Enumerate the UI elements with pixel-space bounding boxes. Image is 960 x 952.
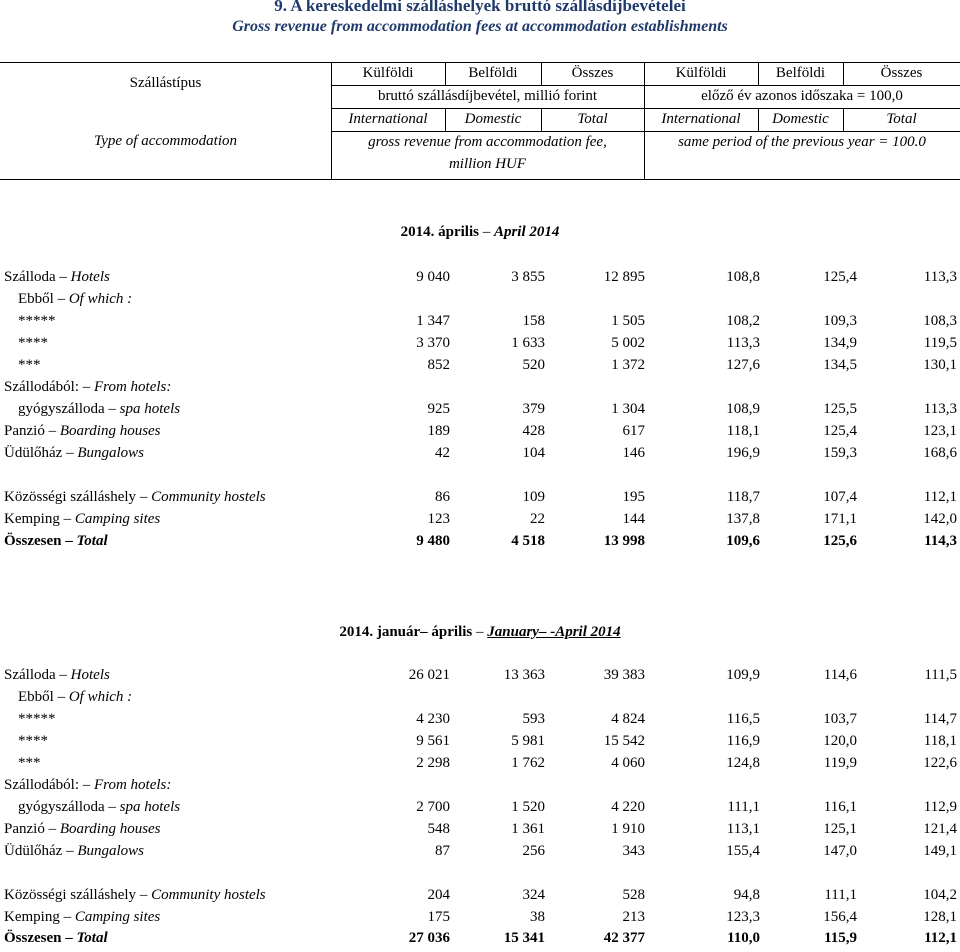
table-cell: 9 480 bbox=[416, 533, 450, 549]
table-cell: 87 bbox=[435, 843, 450, 859]
table-cell: 119,5 bbox=[923, 335, 957, 351]
table-cell: 146 bbox=[622, 445, 645, 461]
table-cell: 103,7 bbox=[823, 711, 857, 727]
label-separator: – bbox=[79, 379, 94, 395]
table-cell: 116,9 bbox=[726, 733, 760, 749]
table-cell: 149,1 bbox=[923, 843, 957, 859]
row-label bbox=[4, 511, 160, 528]
table-cell: 113,3 bbox=[726, 335, 760, 351]
header-line-1 bbox=[331, 85, 960, 86]
table-cell: 9 040 bbox=[416, 269, 450, 285]
table-cell: 123 bbox=[427, 511, 450, 527]
table-row bbox=[0, 291, 960, 313]
table-cell: 1 304 bbox=[611, 401, 645, 417]
table-cell: 111,5 bbox=[924, 667, 957, 683]
table-row bbox=[0, 930, 960, 952]
row-label-hu: *** bbox=[18, 357, 41, 373]
row-label-en: Boarding houses bbox=[59, 423, 161, 439]
row-label bbox=[4, 843, 144, 860]
row-label-hu: Üdülőház bbox=[4, 843, 63, 859]
table-cell: 26 021 bbox=[408, 667, 450, 683]
row-label-en: Bungalows bbox=[77, 843, 145, 859]
col-en-total: Total bbox=[577, 111, 608, 127]
table-cell: 147,0 bbox=[823, 843, 857, 859]
table-cell: 109 bbox=[522, 489, 545, 505]
row-label-en: Of which : bbox=[68, 291, 133, 307]
table-cell: 38 bbox=[530, 909, 545, 925]
table-cell: 12 895 bbox=[603, 269, 645, 285]
label-separator: – bbox=[59, 511, 75, 527]
unit-hu-left: bruttó szállásdíjbevétel, millió forint bbox=[377, 88, 598, 104]
table-cell: 134,9 bbox=[823, 335, 857, 351]
table-cell: 108,8 bbox=[726, 269, 760, 285]
row-label-hu: ***** bbox=[18, 711, 56, 727]
label-separator: – bbox=[55, 269, 71, 285]
row-label-en: Community hostels bbox=[151, 489, 266, 505]
label-separator: – bbox=[55, 667, 71, 683]
row-label bbox=[18, 291, 132, 308]
table-cell: 86 bbox=[435, 489, 450, 505]
table-cell: 2 700 bbox=[416, 799, 450, 815]
label-separator: – bbox=[44, 423, 60, 439]
col-en-domestic: Domestic bbox=[464, 111, 522, 127]
table-cell: 15 341 bbox=[503, 930, 545, 946]
row-label bbox=[4, 667, 110, 684]
table-cell: 130,1 bbox=[923, 357, 957, 373]
type-header-en: Type of accommodation bbox=[93, 133, 238, 149]
table-row bbox=[0, 357, 960, 379]
table-cell: 116,5 bbox=[726, 711, 760, 727]
table-cell: 4 518 bbox=[511, 533, 545, 549]
table-cell: 114,6 bbox=[823, 667, 857, 683]
row-label-en: Hotels bbox=[70, 269, 110, 285]
col-hu-total: Összes bbox=[571, 65, 614, 81]
table-cell: 125,6 bbox=[823, 533, 857, 549]
table-row bbox=[0, 667, 960, 689]
table-cell: 4 230 bbox=[416, 711, 450, 727]
table-cell: 520 bbox=[522, 357, 545, 373]
row-label-en: Total bbox=[76, 533, 108, 549]
table-cell: 123,1 bbox=[923, 423, 957, 439]
row-label-en: spa hotels bbox=[119, 401, 181, 417]
table-cell: 118,7 bbox=[726, 489, 760, 505]
table-cell: 1 762 bbox=[511, 755, 545, 771]
row-label-hu: Közösségi szálláshely bbox=[4, 489, 137, 505]
header-line-3 bbox=[331, 131, 960, 132]
table-cell: 109,3 bbox=[823, 313, 857, 329]
table-cell: 114,3 bbox=[924, 533, 957, 549]
col-hu-domestic: Belföldi bbox=[468, 65, 518, 81]
col-hu-international-index: Külföldi bbox=[675, 65, 727, 81]
table-cell: 125,1 bbox=[823, 821, 857, 837]
unit-en-left-line1: gross revenue from accommodation fee, bbox=[368, 134, 607, 150]
table-row bbox=[0, 887, 960, 909]
table-cell: 134,5 bbox=[823, 357, 857, 373]
header-line-2 bbox=[331, 108, 960, 109]
table-row bbox=[0, 799, 960, 821]
period-en: April 2014 bbox=[493, 224, 560, 240]
row-label bbox=[4, 887, 266, 904]
table-cell: 4 824 bbox=[611, 711, 645, 727]
table-cell: 204 bbox=[427, 887, 450, 903]
label-separator: – bbox=[53, 291, 69, 307]
row-label-en: Bungalows bbox=[77, 445, 145, 461]
table-cell: 13 998 bbox=[603, 533, 645, 549]
row-label-en: spa hotels bbox=[119, 799, 181, 815]
table-row bbox=[0, 401, 960, 423]
row-label bbox=[4, 930, 108, 947]
row-label bbox=[18, 799, 180, 816]
table-row bbox=[0, 755, 960, 777]
table-cell: 158 bbox=[522, 313, 545, 329]
table-cell: 2 298 bbox=[416, 755, 450, 771]
table-cell: 925 bbox=[427, 401, 450, 417]
label-separator: – bbox=[61, 533, 77, 549]
table-cell: 112,1 bbox=[924, 930, 957, 946]
label-separator: – bbox=[53, 689, 69, 705]
table-cell: 155,4 bbox=[726, 843, 760, 859]
table-row bbox=[0, 909, 960, 931]
row-label-hu: gyógyszálloda bbox=[18, 401, 105, 417]
table-row bbox=[0, 313, 960, 335]
table-cell: 42 377 bbox=[603, 930, 645, 946]
table-row bbox=[0, 843, 960, 865]
row-label-en: From hotels: bbox=[94, 379, 172, 395]
label-separator: – bbox=[136, 489, 152, 505]
row-label bbox=[18, 335, 48, 352]
row-label bbox=[18, 711, 56, 728]
row-label bbox=[18, 733, 48, 750]
table-cell: 1 372 bbox=[611, 357, 645, 373]
table-cell: 13 363 bbox=[503, 667, 545, 683]
table-row bbox=[0, 821, 960, 843]
table-cell: 168,6 bbox=[923, 445, 957, 461]
label-separator: – bbox=[44, 821, 60, 837]
table-cell: 107,4 bbox=[823, 489, 857, 505]
label-separator: – bbox=[79, 777, 94, 793]
row-label-en: Camping sites bbox=[74, 511, 161, 527]
table-cell: 118,1 bbox=[726, 423, 760, 439]
table-cell: 5 981 bbox=[511, 733, 545, 749]
table-cell: 1 361 bbox=[511, 821, 545, 837]
row-label-hu: ***** bbox=[18, 313, 56, 329]
table-cell: 125,4 bbox=[823, 269, 857, 285]
table-cell: 171,1 bbox=[823, 511, 857, 527]
row-label-hu: Szálloda bbox=[4, 269, 56, 285]
header-top-border bbox=[0, 62, 960, 63]
table-cell: 15 542 bbox=[603, 733, 645, 749]
row-label-hu: Panzió bbox=[4, 821, 45, 837]
row-label-hu: Kemping bbox=[4, 511, 60, 527]
label-separator: – bbox=[61, 930, 77, 946]
table-row bbox=[0, 445, 960, 467]
table-cell: 27 036 bbox=[408, 930, 450, 946]
col-hu-domestic-index: Belföldi bbox=[775, 65, 826, 81]
table-cell: 5 002 bbox=[611, 335, 645, 351]
table-cell: 1 633 bbox=[511, 335, 545, 351]
section-period-heading: 2014. április – April 2014 bbox=[400, 224, 560, 240]
table-cell: 593 bbox=[522, 711, 545, 727]
table-row bbox=[0, 733, 960, 755]
label-separator: – bbox=[62, 445, 78, 461]
table-cell: 120,0 bbox=[823, 733, 857, 749]
col-en-domestic-index: Domestic bbox=[772, 111, 829, 127]
table-cell: 617 bbox=[622, 423, 645, 439]
table-cell: 189 bbox=[427, 423, 450, 439]
table-cell: 548 bbox=[427, 821, 450, 837]
table-cell: 113,3 bbox=[923, 401, 957, 417]
table-cell: 3 370 bbox=[416, 335, 450, 351]
table-cell: 108,3 bbox=[923, 313, 957, 329]
type-header-hu: Szállástípus bbox=[129, 75, 202, 91]
table-cell: 144 bbox=[622, 511, 645, 527]
unit-en-left-line2: million HUF bbox=[448, 156, 527, 172]
row-label bbox=[4, 269, 110, 286]
row-label-en: From hotels: bbox=[94, 777, 172, 793]
table-row bbox=[0, 379, 960, 401]
table-cell: 118,1 bbox=[923, 733, 957, 749]
row-label-en: Hotels bbox=[70, 667, 110, 683]
table-cell: 175 bbox=[427, 909, 450, 925]
table-cell: 379 bbox=[522, 401, 545, 417]
row-label bbox=[4, 777, 171, 794]
label-separator: – bbox=[59, 909, 75, 925]
label-separator: – bbox=[104, 401, 120, 417]
row-label-en: Boarding houses bbox=[59, 821, 161, 837]
table-subtitle: Gross revenue from accommodation fees at accommodation establishments bbox=[232, 18, 728, 35]
row-label-en: Camping sites bbox=[74, 909, 161, 925]
table-cell: 123,3 bbox=[726, 909, 760, 925]
section-period-heading: 2014. január– április – January– -April 2014 bbox=[339, 624, 621, 640]
period-en: January– -April 2014 bbox=[487, 624, 621, 640]
table-cell: 4 060 bbox=[611, 755, 645, 771]
unit-hu-right: előző év azonos időszaka = 100,0 bbox=[701, 88, 903, 104]
label-separator: – bbox=[136, 887, 152, 903]
period-hu: 2014. április bbox=[400, 224, 479, 240]
table-cell: 39 383 bbox=[603, 667, 645, 683]
table-cell: 113,1 bbox=[726, 821, 760, 837]
row-label-hu: Üdülőház bbox=[4, 445, 63, 461]
table-cell: 852 bbox=[427, 357, 450, 373]
row-label bbox=[4, 379, 171, 396]
table-cell: 112,1 bbox=[923, 489, 957, 505]
table-row bbox=[0, 533, 960, 555]
row-label bbox=[4, 821, 161, 838]
row-label-hu: **** bbox=[18, 335, 48, 351]
table-cell: 1 347 bbox=[416, 313, 450, 329]
table-cell: 142,0 bbox=[923, 511, 957, 527]
table-cell: 104,2 bbox=[923, 887, 957, 903]
table-cell: 125,4 bbox=[823, 423, 857, 439]
table-row bbox=[0, 777, 960, 799]
table-cell: 124,8 bbox=[726, 755, 760, 771]
table-row bbox=[0, 711, 960, 733]
row-label-hu: **** bbox=[18, 733, 48, 749]
table-cell: 119,9 bbox=[823, 755, 857, 771]
table-cell: 22 bbox=[530, 511, 545, 527]
col-en-international-index: International bbox=[661, 111, 741, 127]
table-cell: 324 bbox=[522, 887, 545, 903]
row-label-hu: Kemping bbox=[4, 909, 60, 925]
table-row bbox=[0, 489, 960, 511]
table-cell: 115,9 bbox=[824, 930, 857, 946]
row-label-hu: Szállodából: bbox=[4, 379, 79, 395]
col-hu-international: Külföldi bbox=[362, 65, 414, 81]
table-cell: 159,3 bbox=[823, 445, 857, 461]
row-label bbox=[18, 689, 132, 706]
row-label-hu: Összesen bbox=[4, 930, 62, 946]
row-label-hu: Szállodából: bbox=[4, 777, 79, 793]
row-label-hu: gyógyszálloda bbox=[18, 799, 105, 815]
table-cell: 125,5 bbox=[823, 401, 857, 417]
table-title: 9. A kereskedelmi szálláshelyek bruttó szállásdíjbevételei bbox=[274, 0, 686, 15]
table-cell: 343 bbox=[622, 843, 645, 859]
table-cell: 112,9 bbox=[923, 799, 957, 815]
table-cell: 110,0 bbox=[727, 930, 760, 946]
table-cell: 108,2 bbox=[726, 313, 760, 329]
header-bottom-border bbox=[0, 179, 960, 180]
table-cell: 113,3 bbox=[923, 269, 957, 285]
table-cell: 127,6 bbox=[726, 357, 760, 373]
table-cell: 528 bbox=[622, 887, 645, 903]
table-row bbox=[0, 335, 960, 357]
row-label bbox=[4, 489, 266, 506]
row-label-en: Community hostels bbox=[151, 887, 266, 903]
table-cell: 128,1 bbox=[923, 909, 957, 925]
row-label-hu: Összesen bbox=[4, 533, 62, 549]
row-label-hu: *** bbox=[18, 755, 41, 771]
col-hu-total-index: Összes bbox=[880, 65, 923, 81]
table-cell: 9 561 bbox=[416, 733, 450, 749]
table-cell: 114,7 bbox=[923, 711, 957, 727]
table-row bbox=[0, 423, 960, 445]
table-cell: 1 520 bbox=[511, 799, 545, 815]
row-label bbox=[4, 909, 160, 926]
row-label-en: Total bbox=[76, 930, 108, 946]
table-cell: 256 bbox=[522, 843, 545, 859]
table-cell: 104 bbox=[522, 445, 545, 461]
table-cell: 156,4 bbox=[823, 909, 857, 925]
row-label-hu: Ebből bbox=[18, 689, 54, 705]
row-label bbox=[4, 423, 161, 440]
row-label-en: Of which : bbox=[68, 689, 133, 705]
row-label bbox=[4, 533, 108, 550]
table-cell: 111,1 bbox=[824, 887, 857, 903]
label-separator: – bbox=[62, 843, 78, 859]
unit-en-right: same period of the previous year = 100.0 bbox=[678, 134, 926, 150]
table-row bbox=[0, 689, 960, 711]
table-cell: 116,1 bbox=[823, 799, 857, 815]
row-label-hu: Szálloda bbox=[4, 667, 56, 683]
table-cell: 213 bbox=[622, 909, 645, 925]
row-label-hu: Ebből bbox=[18, 291, 54, 307]
table-row bbox=[0, 511, 960, 533]
row-label bbox=[4, 445, 144, 462]
table-cell: 121,4 bbox=[923, 821, 957, 837]
row-label bbox=[18, 401, 180, 418]
table-cell: 195 bbox=[622, 489, 645, 505]
table-cell: 4 220 bbox=[611, 799, 645, 815]
table-cell: 94,8 bbox=[733, 887, 760, 903]
row-label bbox=[18, 357, 41, 374]
table-cell: 109,6 bbox=[726, 533, 760, 549]
row-label-hu: Közösségi szálláshely bbox=[4, 887, 137, 903]
table-row bbox=[0, 269, 960, 291]
table-cell: 428 bbox=[522, 423, 545, 439]
table-cell: 196,9 bbox=[726, 445, 760, 461]
col-en-international: International bbox=[348, 111, 428, 127]
col-en-total-index: Total bbox=[886, 111, 917, 127]
period-hu: 2014. január– április bbox=[339, 624, 473, 640]
table-cell: 108,9 bbox=[726, 401, 760, 417]
table-cell: 1 505 bbox=[611, 313, 645, 329]
table-cell: 42 bbox=[435, 445, 450, 461]
row-label bbox=[18, 313, 56, 330]
label-separator: – bbox=[104, 799, 120, 815]
table-cell: 109,9 bbox=[726, 667, 760, 683]
table-cell: 122,6 bbox=[923, 755, 957, 771]
table-cell: 3 855 bbox=[511, 269, 545, 285]
row-label-hu: Panzió bbox=[4, 423, 45, 439]
row-label bbox=[18, 755, 41, 772]
table-cell: 137,8 bbox=[726, 511, 760, 527]
table-cell: 111,1 bbox=[727, 799, 760, 815]
table-cell: 1 910 bbox=[611, 821, 645, 837]
